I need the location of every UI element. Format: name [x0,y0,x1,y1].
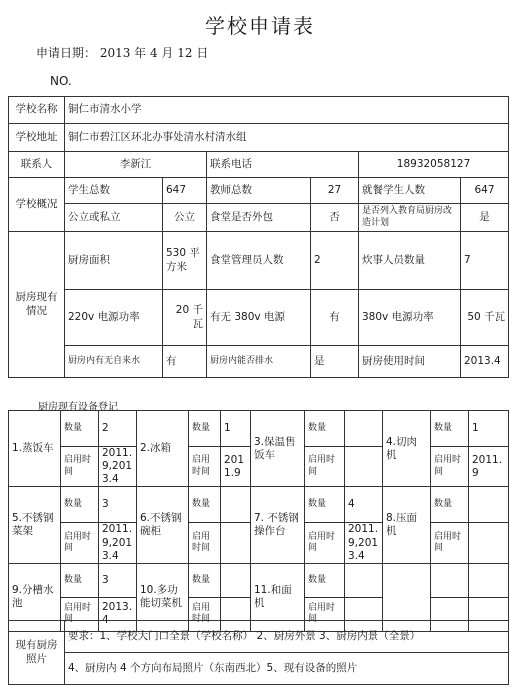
school-address-value: 铜仁市碧江区环北办事处清水村清水组 [65,124,509,152]
equipment-qty-value [469,563,509,597]
equipment-qty-value: 1 [221,411,251,447]
students-label: 学生总数 [65,178,163,204]
equipment-date-label: 启用时间 [305,523,345,563]
equipment-qty-value: 3 [99,563,137,597]
has380-label: 有无 380v 电源 [207,290,311,346]
equipment-name: 8.压面机 [383,487,431,563]
phone-value: 18932058127 [359,152,509,178]
drain-label: 厨房内能否排水 [207,346,311,378]
equipment-date-label: 启用时间 [61,523,99,563]
equipment-date-label: 启用时间 [61,447,99,487]
equipment-date-label: 启用时间 [305,447,345,487]
equipment-table [8,410,509,632]
outsourced-label: 食堂是否外包 [207,204,311,232]
equipment-date-value: 2011.9,2013.4 [345,523,383,563]
equipment-date-label: 启用时间 [431,523,469,563]
equipment-date-value [221,523,251,563]
students-value: 647 [163,178,207,204]
equipment-qty-label: 数量 [305,563,345,597]
water-value: 有 [163,346,207,378]
equipment-date-label: 启用时间 [189,597,221,631]
equipment-qty-label: 数量 [61,411,99,447]
outsourced-value: 否 [311,204,359,232]
has380-value: 有 [311,290,359,346]
equipment-date-value: 2011.9 [469,447,509,487]
equipment-qty-value [221,487,251,523]
equipment-date-value: 2011.9,2013.4 [99,523,137,563]
school-info-table [8,96,509,378]
teachers-value: 27 [311,178,359,204]
school-address-label: 学校地址 [9,124,65,152]
photos-table [8,620,509,685]
usage-value: 2013.4 [461,346,509,378]
equipment-date-label: 启用时间 [189,523,221,563]
equipment-date-value: 2011.9,2013.4 [99,447,137,487]
equipment-qty-value [469,487,509,523]
school-name-value: 铜仁市清水小学 [65,97,509,124]
equipment-name: 2.冰箱 [137,411,189,487]
equipment-date-value [469,523,509,563]
equipment-qty-value: 2 [99,411,137,447]
equipment-date-value: 2013.4 [99,597,137,631]
equipment-date-value [345,447,383,487]
equipment-qty-label [431,563,469,597]
equipment-date-label: 启用时间 [305,597,345,631]
diners-label: 就餐学生人数 [359,178,461,204]
equipment-name: 4.切肉机 [383,411,431,487]
power380-label: 380v 电源功率 [359,290,461,346]
usage-label: 厨房使用时间 [359,346,461,378]
phone-label: 联系电话 [207,152,359,178]
overview-section-label: 学校概况 [9,178,65,232]
drain-value: 是 [311,346,359,378]
equipment-qty-label: 数量 [305,487,345,523]
type-value: 公立 [163,204,207,232]
equipment-date-value: 2011.9 [221,447,251,487]
area-value: 530 平方米 [163,232,207,290]
power220-value: 20 千瓦 [163,290,207,346]
equipment-qty-value [345,411,383,447]
equipment-qty-label: 数量 [189,563,221,597]
equipment-qty-label: 数量 [61,487,99,523]
apply-date: 申请日期： 2013 年 4 月 12 日 [36,46,209,60]
equipment-name: 7. 不锈钢操作台 [251,487,305,563]
equipment-qty-label: 数量 [431,411,469,447]
equipment-name: 11.和面机 [251,563,305,631]
cooks-label: 炊事人员数量 [359,232,461,290]
power380-value: 50 千瓦 [461,290,509,346]
equipment-qty-value [345,563,383,597]
plan-label: 是否列入教育局厨房改造计划 [359,204,461,232]
teachers-label: 教师总数 [207,178,311,204]
contact-value: 李新江 [65,152,207,178]
kitchen-section-label: 厨房现有情况 [9,232,65,378]
equipment-header: 厨房现有设备登记 [38,402,118,413]
equipment-qty-value [221,563,251,597]
photos-requirement-line1: 要求：1、学校大门口全景（学校名称） 2、厨房外景 3、厨房内景（全景） [65,621,509,653]
equipment-name: 1.蒸饭车 [9,411,61,487]
equipment-name: 9.分槽水池 [9,563,61,631]
plan-value: 是 [461,204,509,232]
equipment-name: 5.不锈钢菜架 [9,487,61,563]
equipment-date-label: 启用时间 [189,447,221,487]
water-label: 厨房内有无自来水 [65,346,163,378]
contact-label: 联系人 [9,152,65,178]
photos-requirement-line2: 4、厨房内 4 个方向布局照片（东南西北）5、现有设备的照片 [65,653,509,685]
equipment-qty-label: 数量 [305,411,345,447]
type-label: 公立或私立 [65,204,163,232]
equipment-qty-label: 数量 [189,411,221,447]
equipment-name: 10.多功能切菜机 [137,563,189,631]
equipment-qty-label: 数量 [431,487,469,523]
equipment-qty-value: 4 [345,487,383,523]
diners-value: 647 [461,178,509,204]
equipment-qty-label: 数量 [61,563,99,597]
equipment-date-label: 启用时间 [61,597,99,631]
photos-label: 现有厨房照片 [9,621,65,685]
equipment-name: 6.不锈钢碗柜 [137,487,189,563]
form-number-label: NO. [50,74,72,88]
managers-value: 2 [311,232,359,290]
equipment-qty-value: 3 [99,487,137,523]
equipment-qty-value: 1 [469,411,509,447]
form-title: 学校申请表 [205,14,315,38]
school-name-label: 学校名称 [9,97,65,124]
equipment-name: 3.保温售饭车 [251,411,305,487]
power220-label: 220v 电源功率 [65,290,163,346]
area-label: 厨房面积 [65,232,163,290]
managers-label: 食堂管理员人数 [207,232,311,290]
equipment-qty-label: 数量 [189,487,221,523]
equipment-date-label: 启用时间 [431,447,469,487]
cooks-value: 7 [461,232,509,290]
